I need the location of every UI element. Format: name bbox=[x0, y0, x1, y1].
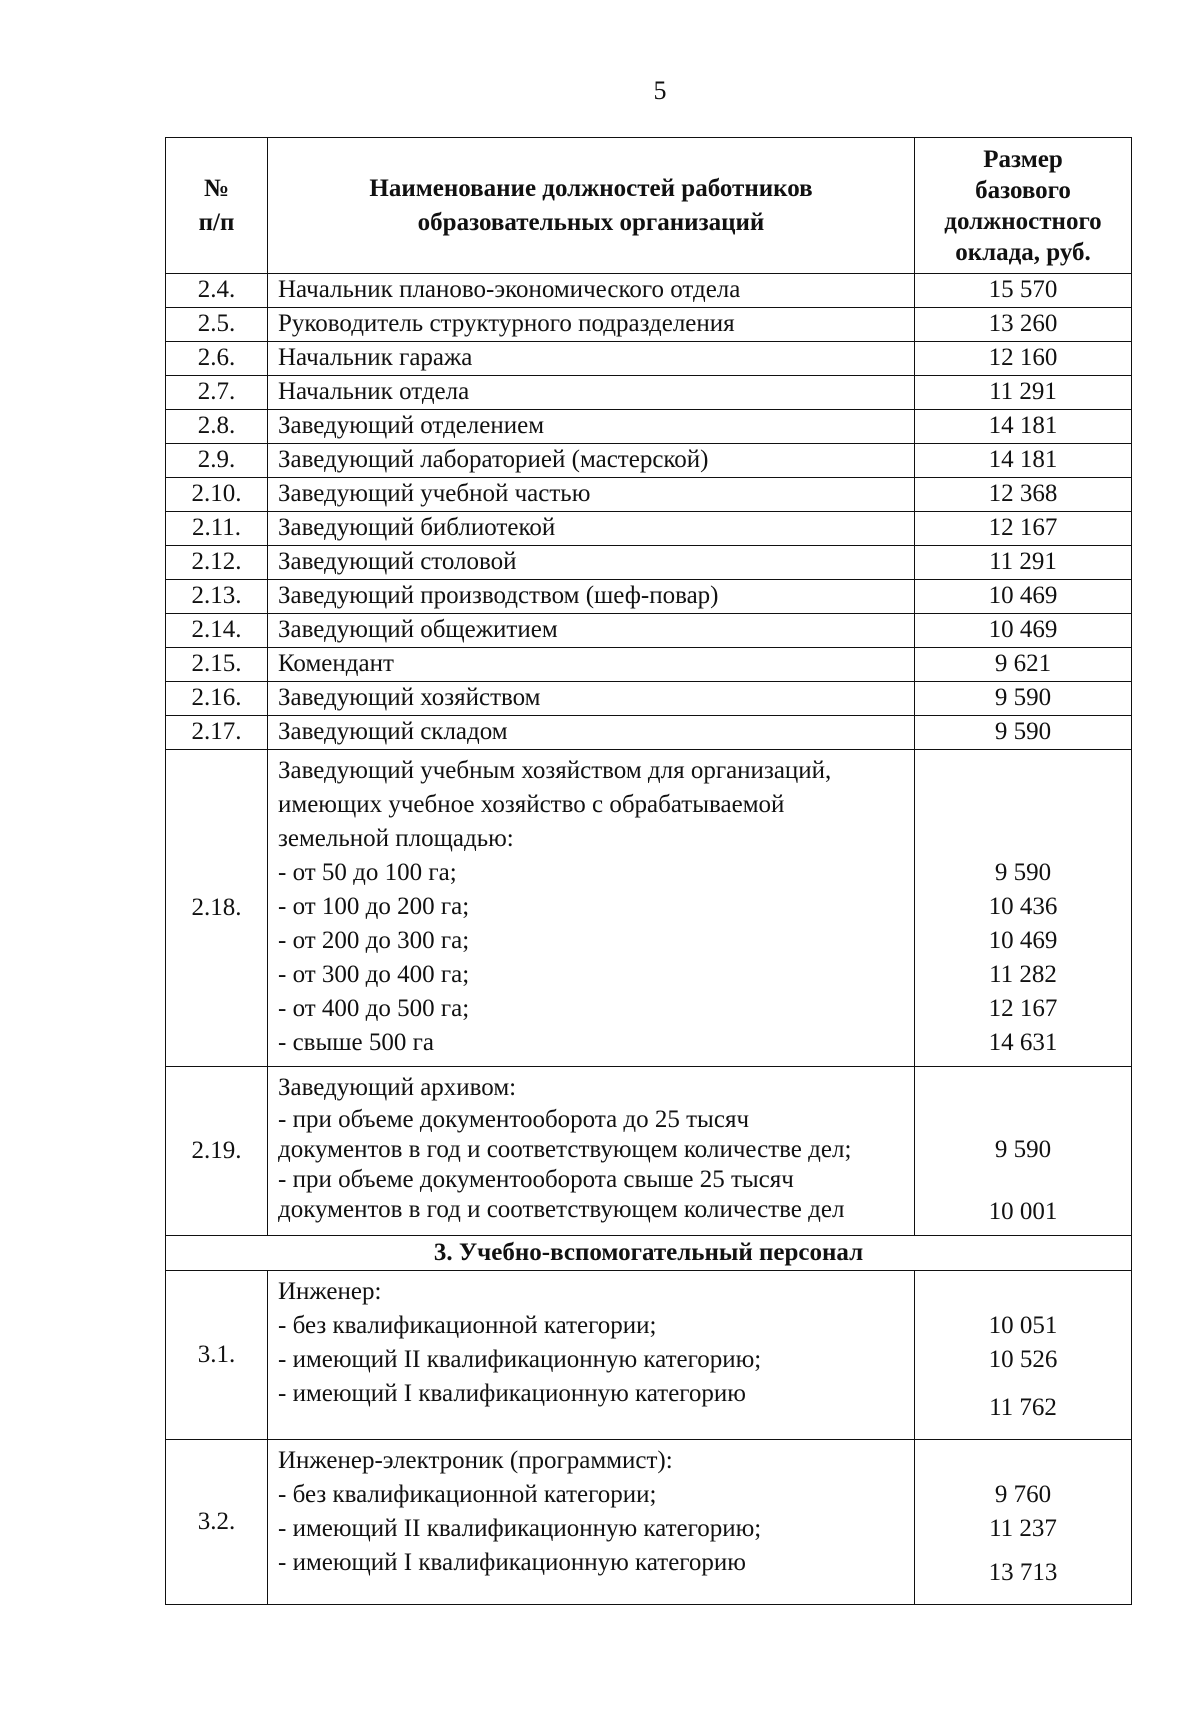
salary-cell: 9 760 11 237 13 713 bbox=[915, 1440, 1132, 1605]
row-number: 2.17. bbox=[166, 716, 268, 750]
row-number: 2.9. bbox=[166, 444, 268, 478]
row-number: 2.4. bbox=[166, 274, 268, 308]
table-row-3-2 bbox=[166, 1440, 1132, 1605]
position-name: Заведующий столовой bbox=[268, 546, 915, 580]
position-name: Заведующий отделением bbox=[268, 410, 915, 444]
row-number: 2.6. bbox=[166, 342, 268, 376]
position-name: Начальник отдела bbox=[268, 376, 915, 410]
row-number: 2.19. bbox=[166, 1067, 268, 1236]
salary-cell: 11 291 bbox=[915, 546, 1132, 580]
position-name: Комендант bbox=[268, 648, 915, 682]
row-number: 2.16. bbox=[166, 682, 268, 716]
row-number: 3.1. bbox=[166, 1271, 268, 1440]
table-row bbox=[166, 376, 1132, 410]
row-number: 2.12. bbox=[166, 546, 268, 580]
row-number: 2.5. bbox=[166, 308, 268, 342]
position-name: Руководитель структурного подразделения bbox=[268, 308, 915, 342]
row-number: 2.13. bbox=[166, 580, 268, 614]
row-number: 2.15. bbox=[166, 648, 268, 682]
row-number: 2.18. bbox=[166, 750, 268, 1067]
table-row-2-18 bbox=[166, 750, 1132, 1067]
row-number: 2.11. bbox=[166, 512, 268, 546]
salary-cell: 15 570 bbox=[915, 274, 1132, 308]
table-row bbox=[166, 274, 1132, 308]
row-number: 3.2. bbox=[166, 1440, 268, 1605]
table-header-row bbox=[166, 138, 1132, 274]
salary-cell: 14 181 bbox=[915, 410, 1132, 444]
salary-cell: 9 590 10 436 10 469 11 282 12 167 14 631 bbox=[915, 750, 1132, 1067]
table-row bbox=[166, 308, 1132, 342]
position-name: Заведующий библиотекой bbox=[268, 512, 915, 546]
position-name: Заведующий производством (шеф-повар) bbox=[268, 580, 915, 614]
salary-cell: 12 368 bbox=[915, 478, 1132, 512]
table-row bbox=[166, 546, 1132, 580]
salary-cell: 9 590 10 001 bbox=[915, 1067, 1132, 1236]
salary-cell: 9 590 bbox=[915, 716, 1132, 750]
position-name: Заведующий лабораторией (мастерской) bbox=[268, 444, 915, 478]
position-name: Заведующий архивом: - при объеме документооборота до 25 тысяч документов в год и соответствующем количестве дел; - при объеме документооборота свыше 25 тысяч документов в год и соответствующем количестве дел bbox=[268, 1067, 915, 1236]
table-row bbox=[166, 580, 1132, 614]
position-name: Заведующий учебной частью bbox=[268, 478, 915, 512]
position-name: Заведующий учебным хозяйством для организаций, имеющих учебное хозяйство с обрабатываемой земельной площадью: - от 50 до 100 га; - от 100 до 200 га; - от 200 до 300 га; - от 300 до 400 га; - от 400 до 500 га; - свыше 500 га bbox=[268, 750, 915, 1067]
salary-cell: 12 160 bbox=[915, 342, 1132, 376]
position-name: Инженер-электроник (программист): - без квалификационной категории; - имеющий II квалификационную категорию; - имеющий I квалификационную категорию bbox=[268, 1440, 915, 1605]
row-number: 2.7. bbox=[166, 376, 268, 410]
row-number: 2.10. bbox=[166, 478, 268, 512]
section-heading: 3. Учебно-вспомогательный персонал bbox=[166, 1236, 1132, 1271]
table-row bbox=[166, 478, 1132, 512]
salary-cell: 9 590 bbox=[915, 682, 1132, 716]
header-number: № п/п bbox=[166, 138, 268, 274]
table-row bbox=[166, 682, 1132, 716]
salary-cell: 10 051 10 526 11 762 bbox=[915, 1271, 1132, 1440]
salary-cell: 12 167 bbox=[915, 512, 1132, 546]
salary-cell: 10 469 bbox=[915, 614, 1132, 648]
position-name: Инженер: - без квалификационной категории; - имеющий II квалификационную категорию; - имеющий I квалификационную категорию bbox=[268, 1271, 915, 1440]
table-row-2-19 bbox=[166, 1067, 1132, 1236]
salary-cell: 9 621 bbox=[915, 648, 1132, 682]
page-number: 5 bbox=[653, 76, 667, 105]
header-position-name: Наименование должностей работников образовательных организаций bbox=[268, 138, 915, 274]
position-name: Заведующий общежитием bbox=[268, 614, 915, 648]
table-body bbox=[166, 274, 1132, 750]
position-name: Начальник гаража bbox=[268, 342, 915, 376]
table-row bbox=[166, 512, 1132, 546]
row-number: 2.14. bbox=[166, 614, 268, 648]
salary-table bbox=[165, 137, 1132, 1605]
table-row bbox=[166, 648, 1132, 682]
table-row bbox=[166, 444, 1132, 478]
salary-cell: 10 469 bbox=[915, 580, 1132, 614]
salary-cell: 13 260 bbox=[915, 308, 1132, 342]
section-row bbox=[166, 1236, 1132, 1271]
salary-cell: 14 181 bbox=[915, 444, 1132, 478]
position-name: Начальник планово-экономического отдела bbox=[268, 274, 915, 308]
table-row bbox=[166, 410, 1132, 444]
position-name: Заведующий хозяйством bbox=[268, 682, 915, 716]
header-salary: Размер базового должностного оклада, руб. bbox=[915, 138, 1132, 274]
row-number: 2.8. bbox=[166, 410, 268, 444]
table-row bbox=[166, 614, 1132, 648]
position-name: Заведующий складом bbox=[268, 716, 915, 750]
table-row bbox=[166, 342, 1132, 376]
table-row bbox=[166, 716, 1132, 750]
table-row-3-1 bbox=[166, 1271, 1132, 1440]
salary-cell: 11 291 bbox=[915, 376, 1132, 410]
